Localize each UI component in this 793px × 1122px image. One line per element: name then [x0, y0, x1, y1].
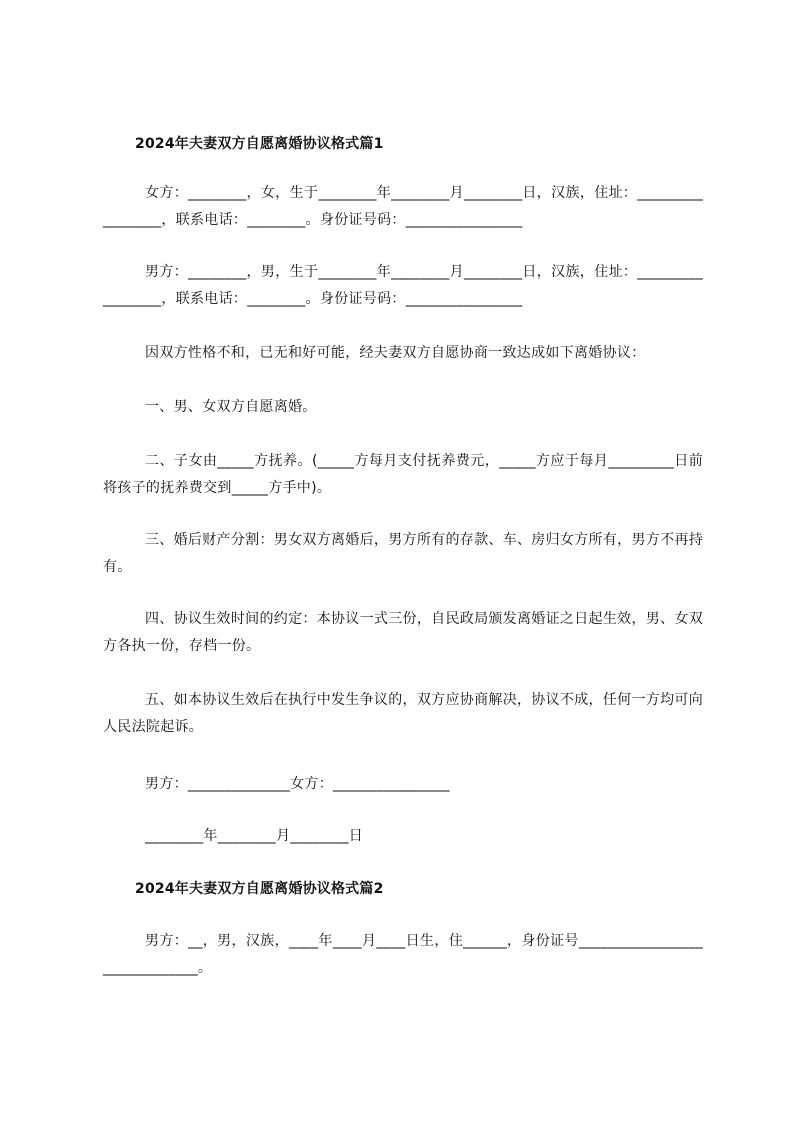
clause-1: 一、男、女双方自愿离婚。	[145, 399, 317, 415]
agreement-intro: 因双方性格不和，已无和好可能，经夫妻双方自愿协商一致达成如下离婚协议：	[145, 345, 646, 361]
signature-line: 男方：______________女方：________________	[145, 776, 450, 792]
clause-3: 三、婚后财产分割：男女双方离婚后，男方所有的存款、车、房归女方所有，男方不再持有。	[103, 532, 703, 575]
female-party-info: 女方：________，女，生于________年________月________日，汉族，住址：_________________，联系电话：________。身份证号码：________________	[103, 185, 703, 228]
section-2-title: 2024年夫妻双方自愿离婚协议格式篇2	[135, 881, 384, 897]
clause-2: 二、子女由_____方抚养。(_____方每月支付抚养费元，_____方应于每月_________日前将孩子的抚养费交到_____方手中)。	[103, 453, 703, 496]
clause-4: 四、协议生效时间的约定：本协议一式三份，自民政局颁发离婚证之日起生效，男、女双方各执一份，存档一份。	[103, 611, 703, 654]
section-1-title: 2024年夫妻双方自愿离婚协议格式篇1	[135, 136, 384, 152]
date-line: ________年________月________日	[145, 828, 364, 844]
male-party-info: 男方：________，男，生于________年________月________日，汉族，住址：_________________，联系电话：________。身份证号码：________________	[103, 264, 703, 307]
clause-5: 五、如本协议生效后在执行中发生争议的，双方应协商解决，协议不成，任何一方均可向人民法院起诉。	[103, 692, 703, 735]
section-2-male-info: 男方：__，男，汉族，____年____月____日生，住______，身份证号______________________________。	[103, 933, 703, 976]
